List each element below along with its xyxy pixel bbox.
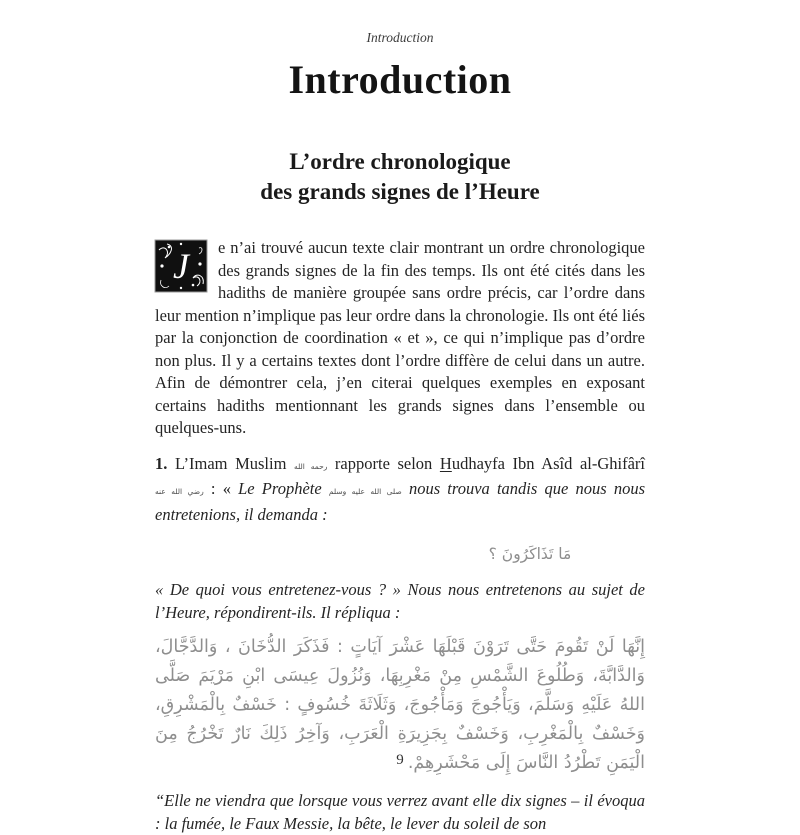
hadith-text-4: : « — [203, 479, 239, 498]
page-number: 9 — [396, 752, 404, 768]
subtitle-line-1: L’ordre chronologique — [289, 149, 511, 174]
french-dialogue-paragraph: « De quoi vous entretenez-vous ? » Nous nous entretenons au sujet de l’Heure, répondirent-ils. Il répliqua : — [155, 580, 645, 622]
hudhayfa-h-underlined: H — [439, 453, 452, 473]
hadith-text-2: rapporte selon — [327, 453, 440, 473]
hadith-quote-2: nous trouva tandis que nous nous entretenions, il demanda : — [155, 479, 645, 524]
translation-paragraph: “Elle ne viendra que lorsque vous verrez avant elle dix signes – il évoqua : la fumée, le Faux Messie, la bête, le lever du soleil de son — [155, 791, 645, 833]
section-subtitle — [155, 147, 645, 207]
svg-text:J: J — [173, 246, 189, 286]
subtitle-line-2: des grands signes de l’Heure — [260, 179, 540, 204]
dropcap-j-ornament-icon — [155, 240, 207, 292]
hadith-text-1: L’Imam Muslim — [167, 453, 295, 473]
hadith-1-intro — [155, 453, 645, 527]
arabic-hadith-block: إِنَّهَا لَنْ تَقُومَ حَتَّى تَرَوْنَ قَبْلَهَا عَشْرَ آيَاتٍ : فَذَكَرَ الدُّخَانَ ، وَالدَّجَّالَ، وَالدَّابَّةَ، وَطُلُوعَ الشَّمْسِ مِنْ مَغْرِبِهَا، وَنُزُولَ عِيسَى ابْنِ مَرْيَمَ صَلَّى اللهُ عَلَيْهِ وَسَلَّمَ، وَيَأْجُوجَ وَمَأْجُوجَ، وَثَلَاثَةَ خُسُوفٍ : خَسْفٌ بِالْمَشْرِقِ، وَخَسْفٌ بِالْمَغْرِبِ، وَخَسْفٌ بِجَزِيرَةِ الْعَرَبِ، وَآخِرُ ذَلِكَ نَارٌ تَخْرُجُ مِنَ الْيَمَنِ تَطْرُدُ النَّاسَ إِلَى مَحْشَرِهِمْ. — [155, 637, 645, 773]
hadith-quote-1: Le Prophète — [238, 479, 329, 498]
honorific-sallallahu-alayhi-wasallam-icon: صلى الله عليه وسلم — [328, 487, 402, 496]
intro-paragraph-text: e n’ai trouvé aucun texte clair montrant un ordre chronologique des grands signes de la fin des temps. Ils ont été cités dans les hadiths de manière groupée sans ordre précis, car l’ordre dans leur mention n’implique pas leur ordre dans la chronologie. Ils ont été liés par la conjonction de coordination « et », ce qui n’implique pas d’ordre non plus. Il y a certains textes dont l’ordre diffère de celui dans un autre. Afin de démontrer cela, j’en citerai quelques exemples en exposant certains hadiths mentionnant les grands signes dans l’ensemble ou quelques-uns. — [155, 238, 645, 437]
hadith-number: 1. — [155, 453, 168, 473]
page-title: Introduction — [288, 57, 512, 102]
arabic-question-line: مَا تَذَاكَرُونَ ؟ — [488, 545, 572, 563]
honorific-rahimahullah-icon: رحمه الله — [294, 461, 328, 471]
text-column — [155, 0, 645, 835]
hadith-text-3: udhayfa Ibn Asîd al-Ghifârî — [451, 453, 645, 473]
running-header: Introduction — [366, 30, 434, 45]
intro-paragraph — [155, 237, 645, 440]
honorific-radiallahu-anhu-icon: رضي الله عنه — [155, 487, 204, 496]
